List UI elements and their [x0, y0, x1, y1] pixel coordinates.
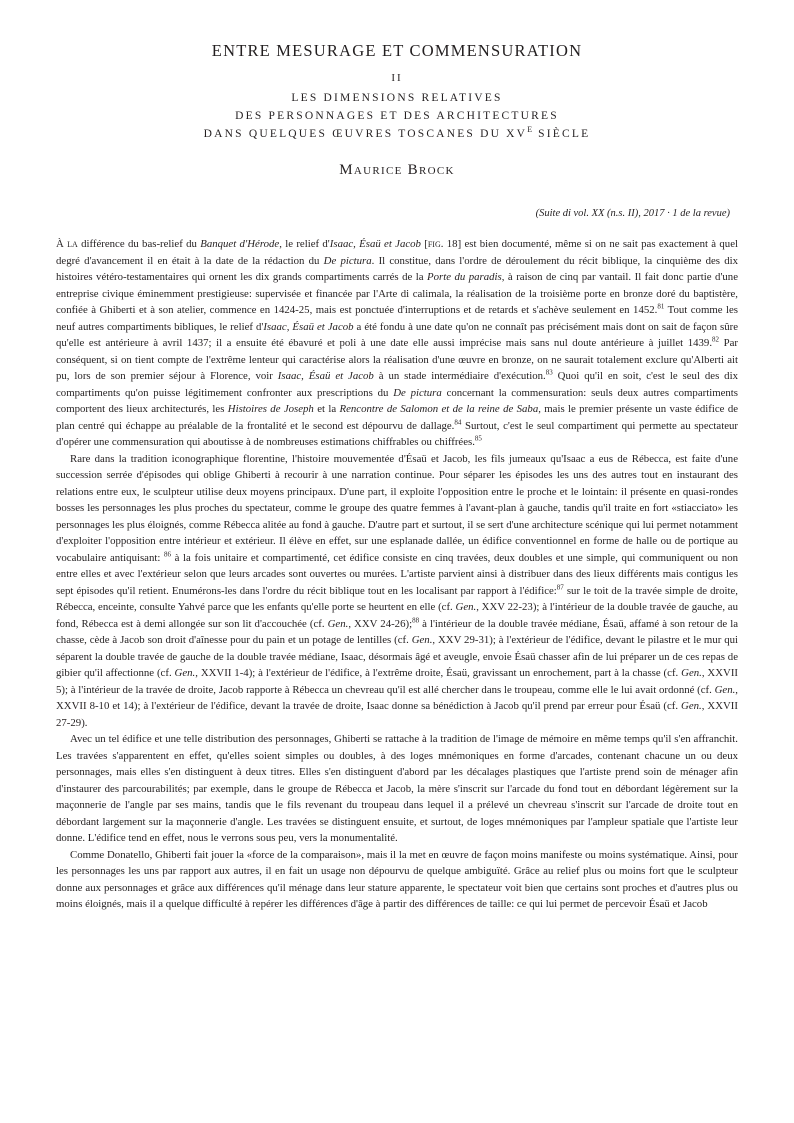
- footnote-marker: 82: [712, 335, 720, 344]
- italic-title: De pictura: [393, 386, 442, 399]
- text-run: Quoi qu'il en soit, c'est le seul des dix compartiments qu'on puisse légitimement confronter aux prescriptions du: [56, 370, 738, 399]
- italic-title: Gen.: [455, 601, 477, 613]
- part-number: II: [391, 72, 403, 84]
- text-run: à un stade intermédiaire d'exécution.: [373, 370, 546, 382]
- italic-title: Gen.: [681, 700, 702, 712]
- text-run: Avec un tel édifice et une telle distribution des personnages, Ghiberti se rattache à la tradition de l'image de mémoire en même temps qu'il s'en affranchit. Les travées s'apparentent en effet, qu'elles soient simples ou doubles, à des loges mnémoniques en forme d'arcades, contenant chacune un ou deux personnages, mais elles s'en distinguent à deux titres. Elles s'en distinguent d'abord par les décalages plastiques que l'artiste prend soin de ménager afin d'instaurer des parcourabilités; par exemple, dans le groupe de Rébecca et Jacob, la mère s'inscrit sur l'arcade du fond tout en débordant légèrement sur la maçonnerie de l'angle par ses mains, tandis que le fils revenant du troupeau dans lequel il a prélevé un chevreau s'inscrit sur l'arcade de droite tout en débordant largement sur la maçonnerie d'angle. Les travées se distinguent ensuite, et surtout, de loges mnémoniques par l'ampleur spatiale que l'artiste leur donne. L'édifice tend en effet, nous le verrons sous peu, vers la monumentalité.: [56, 733, 738, 844]
- paragraph: [56, 847, 738, 913]
- text-run: Surtout, c'est le seul compartiment qui permette au spectateur d'opérer une commensuration qui aboutisse à de nombreuses estimations chiffrables ou chiffrées.: [56, 419, 738, 448]
- text-run: a été fondu à une date qu'on ne connaît pas précisément mais dont on sait de façon sûre qu'elle est antérieure à avril 1437; il a ensuite été ébavuré et poli à une date elle aussi imprécise mais sans nul doute antérieure à juillet 1439.: [56, 320, 739, 349]
- subtitle-line-2: DES PERSONNAGES ET DES ARCHITECTURES: [235, 110, 559, 122]
- continuation-note: (Suite di vol. XX (n.s. II), 2017 · 1 de la revue): [535, 208, 730, 219]
- text-run: à la fois unitaire et compartimenté, cet édifice consiste en cinq travées, deux doubles et une simple, qui communiquent ou non entre elles et avec l'extérieur selon que leurs arcades sont ouvertes ou murées. L'artiste parvient ainsi à distribuer dans des lieux différents mais contigus les sept épisodes qu'il retient. Enumérons-les dans l'ordre du récit biblique tout en les localisant par rapport à l'édifice:: [56, 551, 738, 597]
- italic-title: Rencontre de Salomon et de la reine de Saba: [339, 403, 539, 415]
- italic-title: Isaac, Ésaü et Jacob: [263, 320, 354, 333]
- text-run: . Il constitue, dans l'ordre de déroulement du récit biblique, la cinquième des dix histoires vétéro-testamentaires qui ornent les dix grands compartiments carrés de la: [56, 254, 739, 283]
- text-run: ] est bien documenté, même si on ne sait pas exactement à quel degré d'avancement il en était à la date de la rédaction du: [56, 238, 738, 267]
- footnote-marker: 81: [657, 302, 665, 311]
- text-run: Rare dans la tradition iconographique florentine, l'histoire mouvementée d'Ésaü et Jacob, les fils jumeaux qu'Isaac a eus de Rébecca, est faite d'une succession serrée d'épisodes qui oblige Ghiberti à recourir à une narration continue. Pour séparer les épisodes les uns des autres tout en instaurant des relations entre eux, le sculpteur utilise deux moyens principaux. D'une part, il exploite l'opposition entre le proche et le lointain: il présente en quasi-rondes bosses les personnages les plus proches du spectateur, comme le groupe des quatre femmes à l'avant-plan à gauche, tandis qu'il traite en fort «stiacciato» les personnages les plus éloignés, comme Rébecca alitée au fond à gauche. D'autre part et surtout, il se sert d'une architecture scénique qui lui permet notamment d'exploiter l'opposition entre intérieur et extérieur. Il élève en effet, sur une esplanade dallée, un édifice conventionnel en forme de halle ou de portique au vocabulaire antiquisant:: [56, 452, 738, 564]
- subtitle-line-3-end: SIÈCLE: [533, 128, 591, 140]
- footnote-marker: 84: [454, 417, 462, 426]
- small-caps-text: fig. 18: [427, 238, 458, 250]
- text-run: , à raison de cinq par vantail. Il fait donc partie d'une entreprise civique éminemment prestigieuse: supervisée et financée par l'Arte di calimala, la réalisation de la troisième porte en bronze doré du baptistère, confiée à Ghiberti et à son atelier, commence en 1424-25, mais est ponctuée d'interruptions et de retards et s'achève seulement en 1452.: [56, 271, 738, 316]
- italic-title: Gen.: [411, 634, 433, 646]
- paragraph: [56, 451, 738, 732]
- subtitle-line-1: LES DIMENSIONS RELATIVES: [291, 92, 503, 104]
- text-run: , XXV 24-26);: [348, 617, 413, 630]
- text-run: différence du bas-relief du: [77, 238, 201, 250]
- italic-title: Gen.: [681, 667, 702, 679]
- author-name: [0, 162, 794, 179]
- footnote-marker: 85: [474, 434, 482, 443]
- footnote-marker: 83: [545, 368, 553, 377]
- footnote-marker: 86: [164, 549, 171, 558]
- italic-title: Gen.: [327, 617, 349, 630]
- subtitle-line-3-text: DANS QUELQUES ŒUVRES TOSCANES DU XV: [203, 128, 528, 140]
- subtitle-superscript: E: [527, 125, 534, 135]
- article-title: ENTRE MESURAGE ET COMMENSURATION: [211, 41, 583, 60]
- footnote-marker: 88: [412, 615, 420, 624]
- text-run: , XXVII 1-4); à l'extérieur de l'édifice, à l'extrême droite, Ésaü, gravissant un enrochement, part à la chasse (cf.: [195, 667, 682, 679]
- paragraph: [56, 236, 738, 451]
- text-run: Par conséquent, si on tient compte de l'extrême lenteur qui caractérise alors la réalisation d'une œuvre en bronze, on ne saurait totalement exclure qu'Alberti ait pu, lors de son premier séjour à Florence, voir: [56, 337, 738, 382]
- text-run: Comme Donatello, Ghiberti fait jouer la «force de la comparaison», mais il la met en œuvre de façon moins manifeste ou moins systématique. Ainsi, pour les personnages les uns par rapport aux autres, il en fait un usage non dépourvu de quelque ambiguïté. Grâce au relief plus ou moins fort que le sculpteur donne aux personnages et grâce aux différences qu'il ménage dans leur stature apparente, le spectateur voit bien que certains sont proches et d'autres plus ou moins éloignés, mais il a quelque difficulté à repérer les différences d'âge à partir des différences de taille: ce qui lui permet de percevoir Ésaü et Jacob: [56, 848, 738, 910]
- text-run: , XXVII 5); à l'intérieur de la travée de droite, Jacob rapporte à Rébecca un chevreau qu'il est allé chercher dans le troupeau, comme elle le lui avait ordonné (cf.: [56, 667, 739, 696]
- italic-title: De pictura: [323, 254, 372, 267]
- text-run: à l'intérieur de la double travée médiane, Ésaü, affamé à son retour de la chasse, cède à Jacob son droit d'aînesse pour du pain et un potage de lentilles (cf.: [56, 617, 738, 646]
- subtitle-line-3: [0, 125, 794, 140]
- text-run: , XXVII 27-29).: [56, 700, 738, 729]
- italic-title: Banquet d'Hérode: [200, 238, 280, 250]
- paragraph: [56, 731, 738, 847]
- text-run: concernant la commensuration: seuls deux autres compartiments comportent des lieux architecturés, les: [56, 386, 738, 415]
- article-body: [56, 236, 738, 913]
- small-caps-text: la: [67, 238, 78, 250]
- italic-title: Isaac, Ésaü et Jacob: [329, 238, 421, 250]
- text-run: sur le toit de la travée simple de droite, Rébecca, enceinte, consulte Yahvé parce que les enfants qu'elle porte se heurtent en elle (cf.: [56, 584, 738, 613]
- text-run: , le relief d': [279, 238, 330, 250]
- italic-title: Gen.: [714, 683, 736, 696]
- italic-title: Isaac, Ésaü et Jacob: [277, 370, 374, 382]
- text-run: À: [56, 238, 68, 250]
- author-name-text: Maurice Brock: [339, 162, 455, 178]
- italic-title: Porte du paradis: [427, 271, 502, 283]
- text-run: [: [420, 238, 428, 250]
- italic-title: Histoires de Joseph: [227, 403, 314, 415]
- text-run: , XXVII 8-10 et 14); à l'extérieur de l'édifice, devant la travée de droite, Isaac donne sa bénédiction à Jacob qu'il prend par erreur pour Ésaü (cf.: [56, 683, 738, 712]
- text-run: , XXV 22-23); à l'intérieur de la double travée de gauche, au fond, Rébecca est à demi allongée sur son lit d'accouchée (cf.: [56, 601, 738, 630]
- footnote-marker: 87: [556, 582, 564, 591]
- italic-title: Gen.: [174, 667, 196, 679]
- text-run: Tout comme les neuf autres compartiments bibliques, le relief d': [56, 304, 738, 333]
- text-run: , XXV 29-31); à l'extérieur de l'édifice, devant le pilastre et le mur qui séparent la double travée de gauche de la double travée médiane, Isaac, désormais âgé et aveugle, envoie Ésaü chasser afin de lui préparer un de ces repas de gibier qu'il affectionne (cf.: [56, 634, 738, 679]
- text-run: , mais le premier présente un vaste édifice de plan centré qui échappe au préalable de la frontalité et le second est dépourvu de dallage.: [56, 403, 739, 432]
- text-run: et la: [313, 403, 340, 415]
